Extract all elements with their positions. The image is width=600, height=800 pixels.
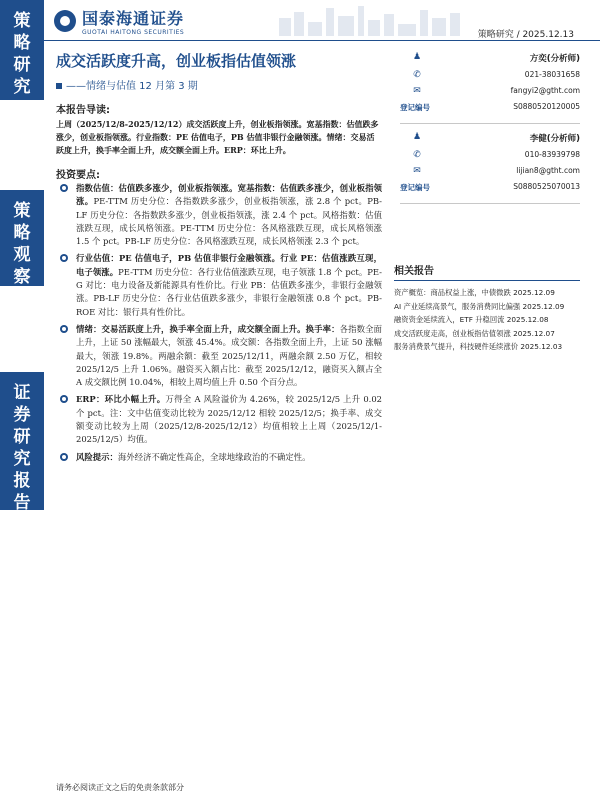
point-sentiment: [58, 323, 382, 389]
author-phone-row: [400, 70, 580, 84]
guide-heading: 本报告导读:: [56, 105, 110, 116]
author-card: [400, 130, 580, 206]
author-phone: 021-38031658: [524, 70, 580, 79]
bullet-icon: [60, 453, 68, 461]
point-lead: 指数估值：估值跌多涨少，创业板指领涨。宽基指数：估值跌多涨少，创业板指领涨。: [76, 183, 382, 207]
author-cert: S0880525070013: [513, 182, 580, 191]
bullet-icon: [60, 395, 68, 403]
author-email-row: [400, 166, 580, 180]
related-report-link[interactable]: 融资资金延续流入，ETF 升稳回流 2025.12.08: [394, 315, 549, 324]
author-name: 方奕(分析师): [529, 54, 580, 64]
disclaimer-footer: 请务必阅读正文之后的免责条款部分: [56, 783, 184, 792]
author-name-row: [400, 52, 580, 66]
company-logo: [54, 6, 184, 36]
sidebar-char: 券: [13, 405, 31, 425]
sidebar-char: 观: [13, 245, 31, 265]
header-divider: [44, 40, 600, 41]
subtitle-text: ——情绪与估值 12 月第 3 期: [66, 81, 198, 92]
logo-icon: [54, 10, 76, 32]
bullet-icon: [60, 184, 68, 192]
person-icon: ♟: [412, 132, 422, 142]
point-erp: [58, 393, 382, 446]
author-phone-row: [400, 150, 580, 164]
email-icon: ✉: [413, 86, 421, 96]
author-email[interactable]: lijian8@gtht.com: [516, 166, 580, 175]
point-lead: 风险提示：: [76, 451, 118, 462]
author-name: 李健(分析师): [529, 134, 580, 144]
points-heading: 投资要点:: [56, 170, 100, 181]
sidebar-char: 究: [13, 449, 31, 469]
page-subtitle: [56, 77, 198, 92]
point-risk: [58, 451, 382, 464]
related-report-link[interactable]: 资产概览：商品权益上涨，中债微跌 2025.12.09: [394, 288, 555, 297]
point-industry-valuation: [58, 252, 382, 318]
report-category-date: 策略研究 / 2025.12.13: [477, 30, 574, 40]
skyline-decoration: [274, 4, 474, 36]
subtitle-square-icon: [56, 83, 62, 89]
related-report-link[interactable]: 服务消费景气提升，科技硬件延续涨价 2025.12.03: [394, 342, 563, 351]
author-name-row: [400, 132, 580, 146]
sidebar-char: 略: [13, 33, 31, 53]
page-title: 成交活跃度升高，创业板指估值领涨: [56, 52, 297, 70]
person-icon: ♟: [412, 52, 422, 62]
author-email[interactable]: fangyi2@gtht.com: [510, 86, 580, 95]
guide-text: 上周（2025/12/8-2025/12/12）成交活跃度上升，创业板指领涨。宽基指数：估值跌多涨少，创业板指领涨。行业指数：PE 估值电子，PB 估值非银行金融领涨。情绪：交易活跃度上升，换手率全面上升，成交额全面上升。ERP：环比上升。: [56, 119, 379, 155]
email-icon: ✉: [413, 166, 421, 176]
bullet-icon: [60, 325, 68, 333]
author-cert-row: [400, 102, 580, 116]
point-index-valuation: [58, 182, 382, 248]
point-body: PE-TTM 历史分位：各行业估值涨跌互现，电子领涨 1.8 个 pct。PE-G 对比：电力设备及新能源具有性价比。行业 PB：估值跌多涨少，非银行金融领涨。PB-LF 历史分位：各行业估值跌多涨少，非银行金融领涨 0.8 个 pct。PB-ROE 对比：银行具有性价比。: [76, 266, 382, 317]
cert-label: 登记编号: [400, 183, 430, 192]
point-lead: ERP：环比小幅上升。: [76, 394, 166, 405]
sidebar-tag-research: [0, 0, 44, 100]
logo-name-en: GUOTAI HAITONG SECURITIES: [82, 29, 185, 36]
point-body: PE-TTM 历史分位：各指数跌多涨少，创业板指领涨，涨 2.8 个 pct。PB-LF 历史分位：各指数跌多涨少，创业板指领涨，涨 2.4 个 pct。风格指数：估值涨跌互现，成长风格领涨。PE-TTM 历史分位：各风格涨跌互现，成长风格领涨 1.5 个 pct。PB-LF 历史分位：各风格涨跌互现，成长风格领涨 2.3 个 pct。: [76, 196, 383, 247]
sidebar-char: 察: [13, 267, 31, 287]
sidebar-char: 究: [13, 77, 31, 97]
investment-points: [58, 182, 382, 468]
point-body: 海外经济不确定性高企，全球地缘政治的不确定性。: [117, 451, 311, 462]
sidebar-char: 研: [13, 55, 31, 75]
sidebar-tag-observation: [0, 190, 44, 286]
left-sidebar: [0, 0, 44, 800]
sidebar-char: 策: [13, 201, 31, 221]
sidebar-char: 略: [13, 223, 31, 243]
related-report-link[interactable]: 成交活跃度走高，创业板指估值领涨 2025.12.07: [394, 328, 555, 338]
author-card: [400, 50, 580, 126]
sidebar-char: 证: [13, 383, 31, 403]
cert-label: 登记编号: [400, 103, 430, 112]
phone-icon: ✆: [413, 70, 421, 80]
sidebar-char: 研: [13, 427, 31, 447]
related-reports: [394, 262, 580, 355]
sidebar-char: 报: [13, 471, 31, 491]
related-report-link[interactable]: AI 产业延续高景气，服务消费同比偏强 2025.12.09: [394, 301, 565, 311]
sidebar-tag-report: [0, 372, 44, 513]
related-heading: 相关报告: [394, 262, 580, 281]
sidebar-char: 告: [13, 493, 31, 513]
logo-name-cn: 国泰海通证券: [82, 9, 185, 28]
author-panel: [400, 50, 580, 206]
author-divider: [400, 203, 580, 204]
author-cert: S0880520120005: [513, 102, 580, 111]
sidebar-char: 策: [13, 11, 31, 31]
author-email-row: [400, 86, 580, 100]
author-divider: [400, 123, 580, 124]
page-header: [44, 0, 600, 40]
point-lead: 情绪：交易活跃度上升，换手率全面上升，成交额全面上升。换手率：: [76, 323, 340, 334]
author-phone: 010-83939798: [524, 150, 580, 159]
point-body: 各指数全面上升，上证 50 涨幅最大，领涨 45.4%。成交额：各指数全面上升，上证 50 涨幅最大，领涨 19.8%。两融余额：截至 2025/12/11，两融余额 2.50 万亿，相较 2025/12/5 上升 1.06%。融资买入额占比：截至 2025/12/12，融资买入额占全 A 成交额比例 10.04%，相较上周均值上升 0.50 个百分点。: [76, 323, 382, 388]
point-body: 万得全 A 风险溢价为 4.26%，较 2025/12/5 上升 0.02 个 pct。注：文中估值变动比较为 2025/12/12 相较 2025/12/5；换手率、成交额变动比较为上周（2025/12/8-2025/12/12）均值相较上上周（2025/12/1-2025/12/5）均值。: [76, 394, 383, 445]
point-lead: 行业估值：PE 估值电子，PB 估值非银行金融领涨。行业 PE：估值涨跌互现，电子领涨。: [76, 253, 382, 277]
bullet-icon: [60, 254, 68, 262]
phone-icon: ✆: [413, 150, 421, 160]
author-cert-row: [400, 182, 580, 196]
